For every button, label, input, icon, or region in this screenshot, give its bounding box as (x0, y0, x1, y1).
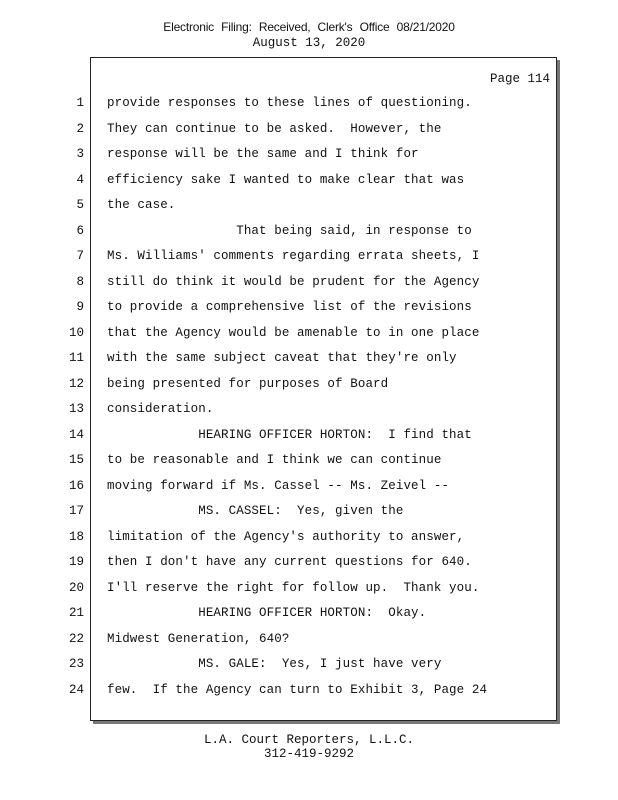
line-number: 22 (68, 632, 84, 646)
transcript-line: that the Agency would be amenable to in one place (107, 326, 480, 340)
transcript-line: I'll reserve the right for follow up. Thank you. (107, 581, 480, 595)
line-number: 9 (76, 300, 84, 314)
line-number: 4 (76, 173, 84, 187)
line-number: 6 (76, 224, 84, 238)
transcript-line: That being said, in response to (107, 224, 472, 238)
transcript-line: moving forward if Ms. Cassel -- Ms. Zeivel -- (107, 479, 450, 493)
transcript-date: August 13, 2020 (252, 36, 366, 50)
line-number: 2 (76, 122, 84, 136)
line-number: 20 (68, 581, 84, 595)
reporter-company: L.A. Court Reporters, L.L.C. (203, 733, 415, 747)
line-number: 16 (68, 479, 84, 493)
transcript-line: consideration. (107, 402, 214, 416)
line-number: 3 (76, 147, 84, 161)
page-number: Page 114 (489, 72, 550, 86)
transcript-line: HEARING OFFICER HORTON: Okay. (107, 606, 427, 620)
line-number: 17 (68, 504, 84, 518)
line-number: 12 (68, 377, 84, 391)
transcript-line: the case. (107, 198, 176, 212)
line-number: 15 (68, 453, 84, 467)
transcript-line: limitation of the Agency's authority to answer, (107, 530, 465, 544)
transcript-line: provide responses to these lines of questioning. (107, 96, 472, 110)
transcript-line: They can continue to be asked. However, the (107, 122, 442, 136)
transcript-line: to provide a comprehensive list of the revisions (107, 300, 472, 314)
transcript-line: with the same subject caveat that they're only (107, 351, 457, 365)
transcript-line: MS. CASSEL: Yes, given the (107, 504, 404, 518)
line-number: 8 (76, 275, 84, 289)
line-number: 1 (76, 96, 84, 110)
line-number: 23 (68, 657, 84, 671)
reporter-phone: 312-419-9292 (263, 747, 354, 761)
transcript-line: efficiency sake I wanted to make clear that was (107, 173, 465, 187)
line-number: 11 (68, 351, 84, 365)
line-number: 18 (68, 530, 84, 544)
transcript-line: MS. GALE: Yes, I just have very (107, 657, 442, 671)
transcript-line: then I don't have any current questions for 640. (107, 555, 472, 569)
line-number: 13 (68, 402, 84, 416)
transcript-line: still do think it would be prudent for the Agency (107, 275, 480, 289)
line-number: 19 (68, 555, 84, 569)
transcript-line: HEARING OFFICER HORTON: I find that (107, 428, 472, 442)
line-number: 7 (76, 249, 84, 263)
line-number: 24 (68, 683, 84, 697)
transcript-line: response will be the same and I think for (107, 147, 419, 161)
transcript-line: few. If the Agency can turn to Exhibit 3, Page 24 (107, 683, 488, 697)
transcript-line: being presented for purposes of Board (107, 377, 389, 391)
line-number: 14 (68, 428, 84, 442)
line-number: 5 (76, 198, 84, 212)
transcript-line: Ms. Williams' comments regarding errata sheets, I (107, 249, 480, 263)
electronic-filing-stamp: Electronic Filing: Received, Clerk's Office 08/21/2020 (163, 20, 455, 34)
line-number: 21 (68, 606, 84, 620)
line-number: 10 (68, 326, 84, 340)
transcript-line: to be reasonable and I think we can continue (107, 453, 442, 467)
transcript-line: Midwest Generation, 640? (107, 632, 290, 646)
